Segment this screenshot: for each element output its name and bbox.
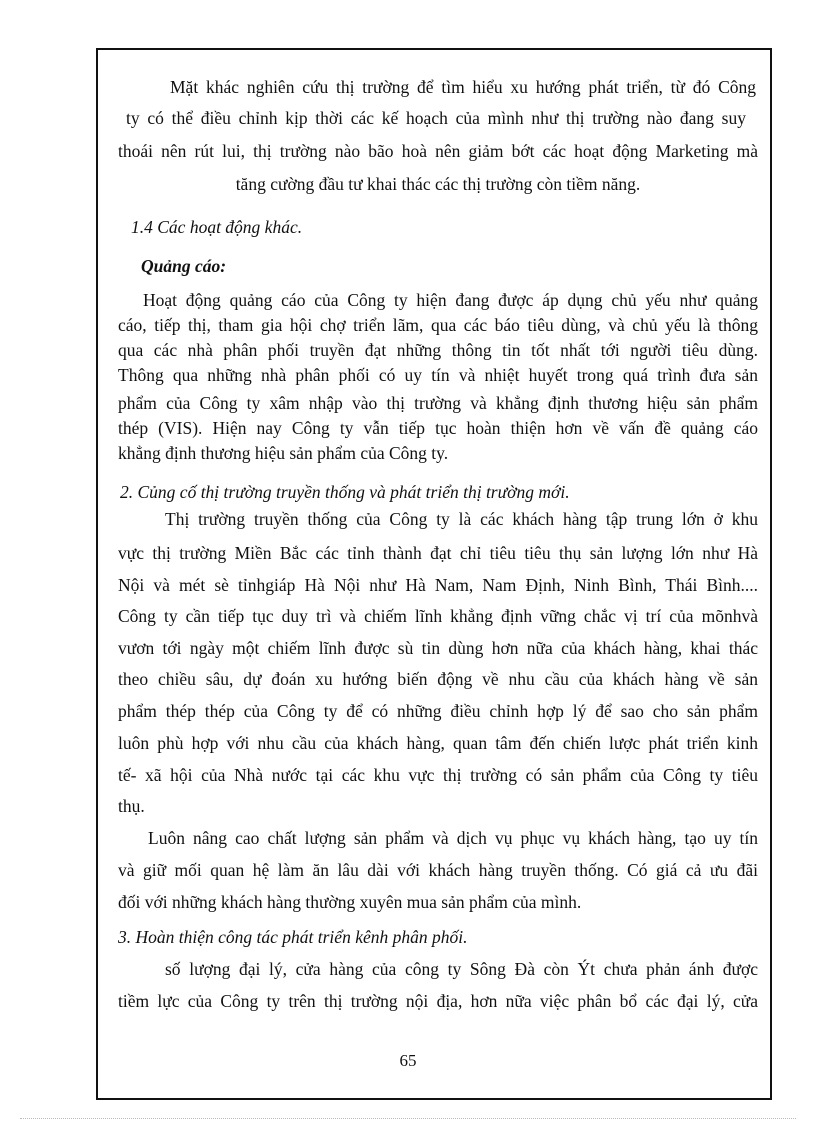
paragraph-line: Thông qua những nhà phân phối có uy tín và nhiệt huyết trong quá trình đưa sản bbox=[118, 365, 758, 385]
paragraph-line: ty có thể điều chỉnh kịp thời các kế hoạch của mình như thị trường nào đang suy bbox=[126, 108, 746, 128]
paragraph-line: số lượng đại lý, cửa hàng của công ty Sông Đà còn Ýt chưa phản ánh được bbox=[165, 959, 758, 979]
paragraph-line: thụ. bbox=[118, 796, 145, 816]
footer-divider bbox=[20, 1118, 796, 1119]
section-heading: 1.4 Các hoạt động khác. bbox=[131, 217, 303, 237]
paragraph-line: Công ty cần tiếp tục duy trì và chiếm lĩnh khẳng định vững chắc vị trí của mõnhvà bbox=[118, 606, 758, 626]
page-number: 65 bbox=[399, 1051, 417, 1070]
paragraph-line: đối với những khách hàng thường xuyên mua sản phẩm của mình. bbox=[118, 892, 582, 912]
paragraph-line: vực thị trường Miền Bắc các tỉnh thành đạt chỉ tiêu tiêu thụ sản lượng lớn như Hà bbox=[118, 543, 758, 563]
paragraph-line: phẩm thép thép của Công ty để có những điều chỉnh hợp lý để sao cho sản phẩm bbox=[118, 701, 758, 721]
paragraph-line: Thị trường truyền thống của Công ty là các khách hàng tập trung lớn ở khu bbox=[165, 509, 758, 529]
paragraph-line: tăng cường đầu tư khai thác các thị trường còn tiềm năng. bbox=[235, 174, 641, 194]
paragraph-line: Hoạt động quảng cáo của Công ty hiện đang được áp dụng chủ yếu như quảng bbox=[143, 290, 758, 310]
paragraph-line: qua các nhà phân phối truyền đạt những thông tin tốt nhất tới người tiêu dùng. bbox=[118, 340, 758, 360]
paragraph-line: và giữ mối quan hệ làm ăn lâu dài với khách hàng truyền thống. Có giá cả ưu đãi bbox=[118, 860, 758, 880]
paragraph-line: tế- xã hội của Nhà nước tại các khu vực thị trường có sản phẩm của Công ty tiêu bbox=[118, 765, 758, 785]
paragraph-line: cáo, tiếp thị, tham gia hội chợ triển lãm, qua các báo tiêu dùng, và chủ yếu là thông bbox=[118, 315, 758, 335]
section-heading: 3. Hoàn thiện công tác phát triển kênh phân phối. bbox=[118, 927, 468, 947]
paragraph-line: Mặt khác nghiên cứu thị trường để tìm hiểu xu hướng phát triển, từ đó Công bbox=[170, 77, 756, 97]
paragraph-line: Nội và mét sè tỉnhgiáp Hà Nội như Hà Nam, Nam Định, Ninh Bình, Thái Bình.... bbox=[118, 575, 758, 595]
paragraph-line: luôn phù hợp với nhu cầu của khách hàng, quan tâm đến chiến lược phát triển kinh bbox=[118, 733, 758, 753]
paragraph-line: thoái nên rút lui, thị trường nào bão hoà nên giảm bớt các hoạt động Marketing mà bbox=[118, 141, 758, 161]
subsection-heading: Quảng cáo: bbox=[141, 256, 227, 276]
paragraph-line: vươn tới ngày một chiếm lĩnh được sù tin dùng hơn nữa của khách hàng, khai thác bbox=[118, 638, 758, 658]
paragraph-line: khẳng định thương hiệu sản phẩm của Công ty. bbox=[118, 443, 449, 463]
paragraph-line: Luôn nâng cao chất lượng sản phẩm và dịch vụ phục vụ khách hàng, tạo uy tín bbox=[148, 828, 758, 848]
paragraph-line: tiềm lực của Công ty trên thị trường nội địa, hơn nữa việc phân bổ các đại lý, cửa bbox=[118, 991, 758, 1011]
paragraph-line: thép (VIS). Hiện nay Công ty vẫn tiếp tục hoàn thiện hơn về vấn đề quảng cáo bbox=[118, 418, 758, 438]
paragraph-line: theo chiều sâu, dự đoán xu hướng biến động về nhu cầu của khách hàng về sản bbox=[118, 669, 758, 689]
section-heading: 2. Củng cố thị trường truyền thống và phát triển thị trường mới. bbox=[120, 482, 570, 502]
paragraph-line: phẩm của Công ty xâm nhập vào thị trường và khẳng định thương hiệu sản phẩm bbox=[118, 393, 758, 413]
